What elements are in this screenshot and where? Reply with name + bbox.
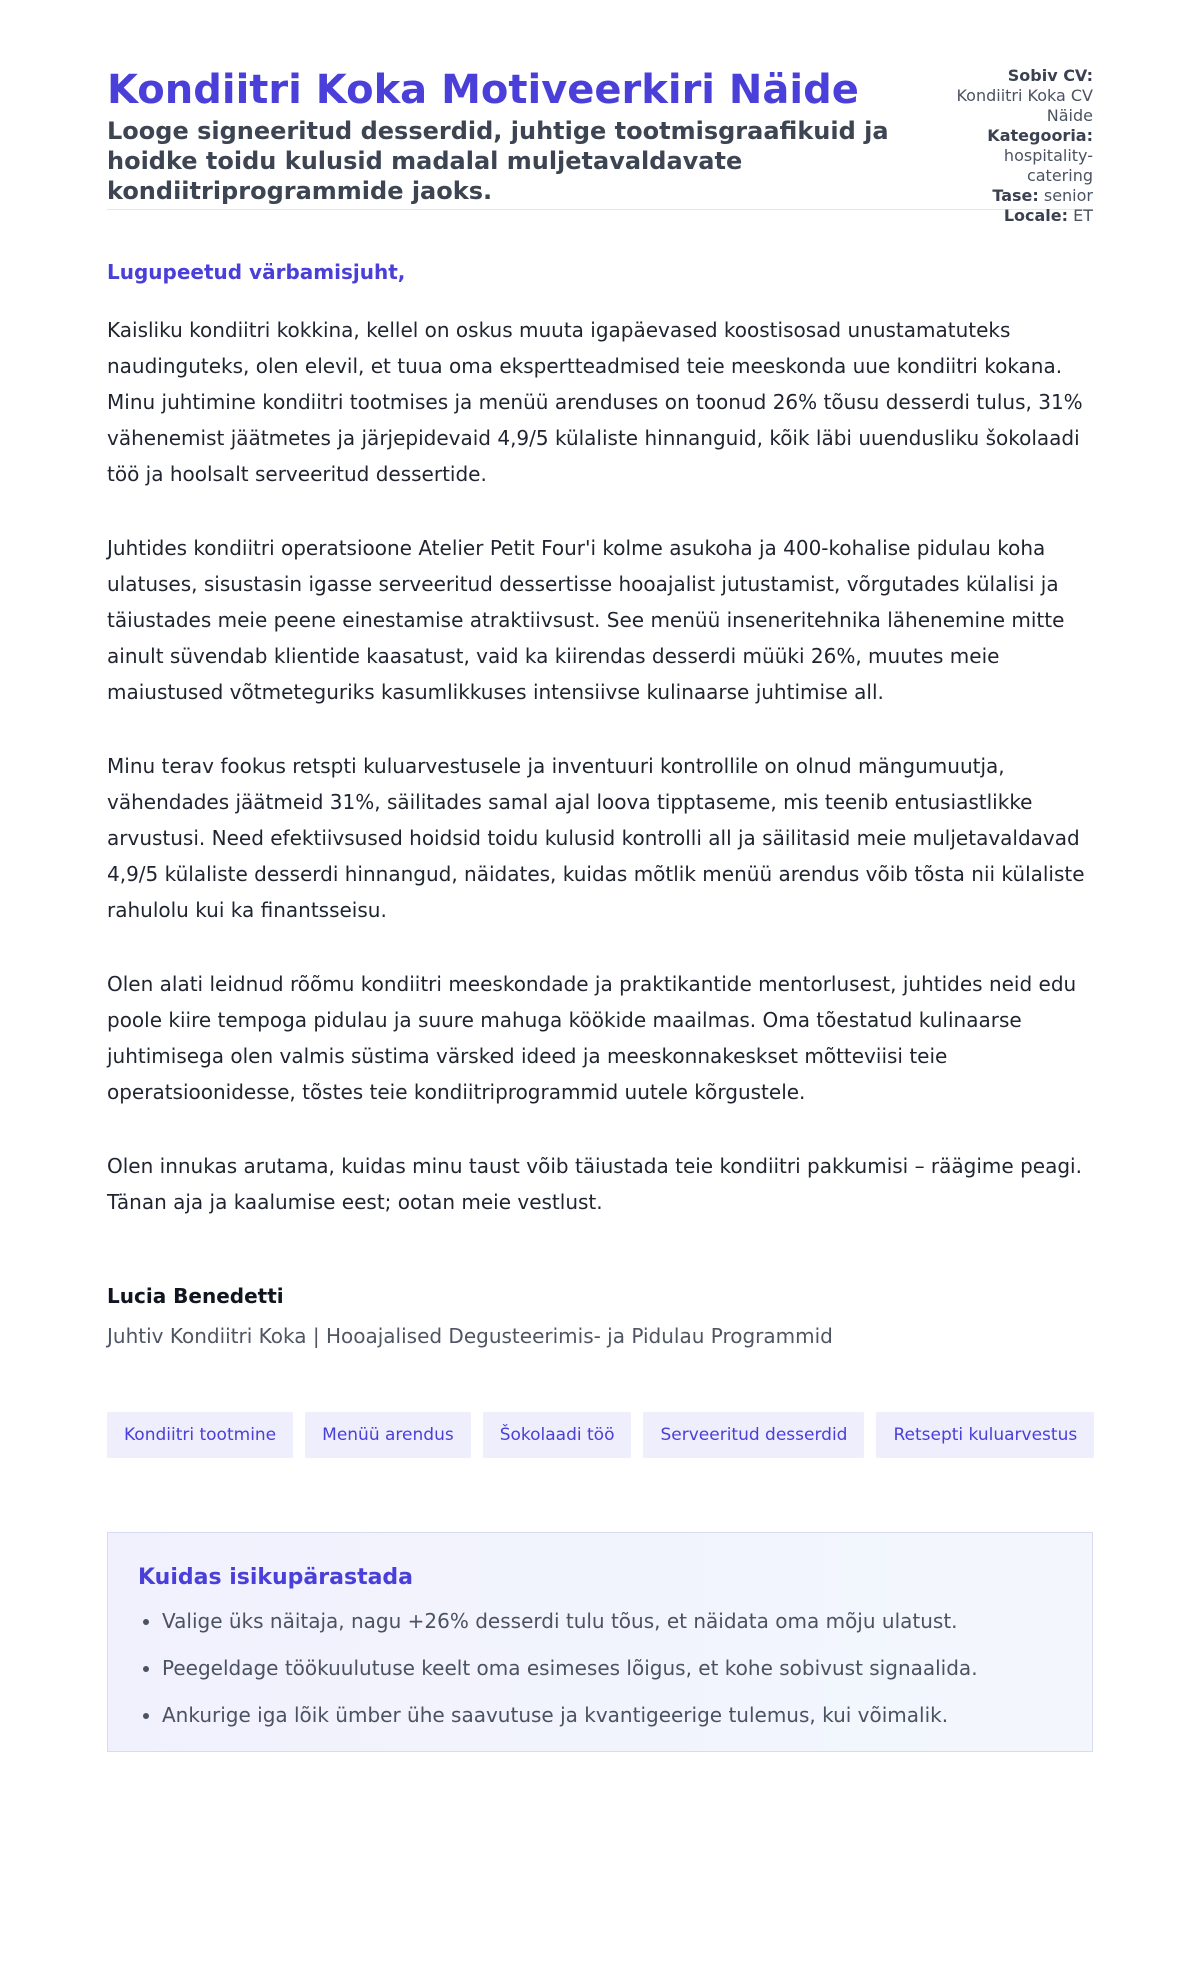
signature-title: Juhtiv Kondiitri Koka | Hooajalised Degusteerimis- ja Pidulau Programmid <box>107 1324 833 1348</box>
personalization-tips <box>107 1532 1093 1752</box>
meta-category-label: Kategooria: <box>987 126 1093 145</box>
skill-tag: Menüü arendus <box>305 1412 471 1458</box>
meta-locale-label: Locale: <box>1003 206 1069 225</box>
meta-level <box>953 186 1093 206</box>
meta-panel <box>953 66 1093 226</box>
skill-tag: Šokolaadi töö <box>483 1412 632 1458</box>
meta-category-value: hospitality-catering <box>1003 146 1093 185</box>
meta-level-value: senior <box>1043 186 1093 205</box>
meta-locale <box>953 206 1093 226</box>
letter-paragraph: Juhtides kondiitri operatsioone Atelier Petit Four'i kolme asukoha ja 400-kohalise pidulau koha ulatuses, sisustasin igasse serveeritud dessertisse hooajalist jutustamist, võrgutades külalisi ja täiustades meie peene einestamise atraktiivsust. See menüü inseneritehnika lähenemine mitte ainult süvendab klientide kaasatust, vaid ka kiirendas desserdi müüki 26%, muutes meie maiustused võtmeteguriks kasumlikkuses intensiivse kulinaarse juhtimise all. <box>107 536 1065 704</box>
skill-tag: Serveeritud desserdid <box>643 1412 864 1458</box>
letter-paragraph: Minu terav fookus retspti kuluarvestusele ja inventuuri kontrollile on olnud mängumuutja, vähendades jäätmeid 31%, säilitades samal ajal loova tipptaseme, mis teenib entusiastlikke arvustusi. Need efektiivsused hoidsid toidu kulusid kontrolli all ja säilitasid meie muljetavaldavad 4,9/5 külaliste desserdi hinnangud, näidates, kuidas mõtlik menüü arendus võib tõsta nii külaliste rahulolu kui ka finantsseisu. <box>107 754 1085 922</box>
skill-tag: Retsepti kuluarvestus <box>876 1412 1094 1458</box>
letter-greeting: Lugupeetud värbamisjuht, <box>107 260 406 284</box>
signature-block <box>107 1282 1093 1350</box>
meta-cv-value: Kondiitri Koka CV Näide <box>956 86 1093 125</box>
skill-tags <box>107 1412 1093 1458</box>
meta-level-label: Tase: <box>992 186 1039 205</box>
skill-tag: Kondiitri tootmine <box>107 1412 293 1458</box>
letter-paragraph: Olen innukas arutama, kuidas minu taust võib täiustada teie kondiitri pakkumisi – räägime peagi. Tänan aja ja kaalumise eest; ootan meie vestlust. <box>107 1154 1082 1214</box>
tips-title: Kuidas isikupärastada <box>138 1565 414 1590</box>
meta-cv-label: Sobiv CV: <box>1007 66 1093 85</box>
page-title: Kondiitri Koka Motiveerkiri Näide <box>107 67 859 113</box>
tip-item: • Peegeldage töökuulutuse keelt oma esimeses lõigus, et kohe sobivust signaalida. <box>162 1654 1062 1682</box>
tips-list <box>138 1607 1062 1729</box>
letter-paragraph: Kaisliku kondiitri kokkina, kellel on oskus muuta igapäevased koostisosad unustamatuteks naudinguteks, olen elevil, et tuua oma ekspertteadmised teie meeskonda uue kondiitri kokana. Minu juhtimine kondiitri tootmises ja menüü arenduses on toonud 26% tõusu desserdi tulus, 31% vähenemist jäätmetes ja järjepidevaid 4,9/5 külaliste hinnanguid, kõik läbi uuendusliku šokolaadi töö ja hoolsalt serveeritud dessertide. <box>107 318 1083 486</box>
page-subtitle: Looge signeeritud desserdid, juhtige tootmisgraafikuid ja hoidke toidu kulusid madalal muljetavaldavate kondiitriprogrammide jaoks. <box>107 117 889 205</box>
tip-item: • Valige üks näitaja, nagu +26% desserdi tulu tõus, et näidata oma mõju ulatust. <box>162 1607 1062 1635</box>
meta-locale-value: ET <box>1073 206 1093 225</box>
signature-name: Lucia Benedetti <box>107 1284 284 1308</box>
page-header <box>107 0 1093 225</box>
letter-paragraph: Olen alati leidnud rõõmu kondiitri meeskondade ja praktikantide mentorlusest, juhtides neid edu poole kiire tempoga pidulau ja suure mahuga köökide maailmas. Oma tõestatud kulinaarse juhtimisega olen valmis süstima värsked ideed ja meeskonnakeskset mõtteviisi teie operatsioonidesse, tõstes teie kondiitriprogrammid uutele kõrgustele. <box>107 972 1077 1104</box>
letter-body <box>107 210 1093 1220</box>
tip-item: • Ankurige iga lõik ümber ühe saavutuse ja kvantigeerige tulemus, kui võimalik. <box>162 1701 1062 1729</box>
